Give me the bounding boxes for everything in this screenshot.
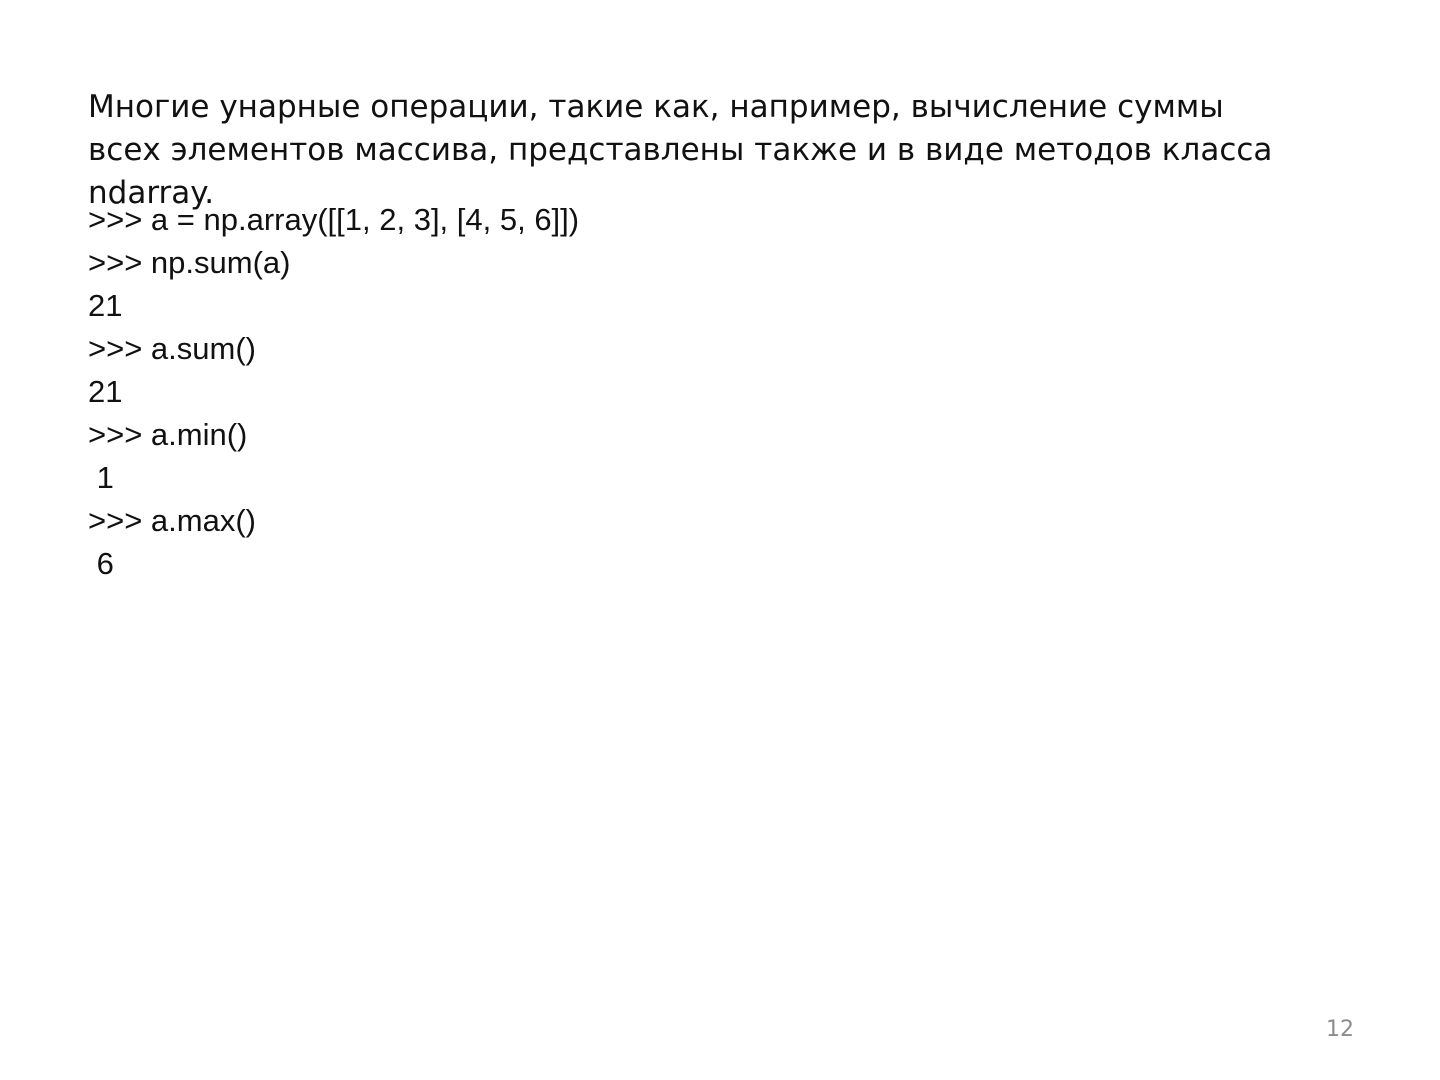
page-number: 12 xyxy=(1326,1017,1354,1042)
code-line: >>> np.sum(a) xyxy=(88,245,291,280)
code-line: 21 xyxy=(88,374,123,409)
code-example xyxy=(88,198,579,585)
code-line: >>> a.sum() xyxy=(88,331,256,366)
intro-paragraph: Многие унарные операции, такие как, например, вычисление суммы всех элементов массива, представлены также и в виде методов класса ndarray. xyxy=(88,89,1273,211)
code-line: 21 xyxy=(88,288,123,323)
code-line: 1 xyxy=(88,460,114,495)
code-line: >>> a.max() xyxy=(88,503,256,538)
code-line: >>> a.min() xyxy=(88,417,248,452)
code-line: >>> a = np.array([[1, 2, 3], [4, 5, 6]]) xyxy=(88,202,580,237)
code-line: 6 xyxy=(88,546,114,581)
